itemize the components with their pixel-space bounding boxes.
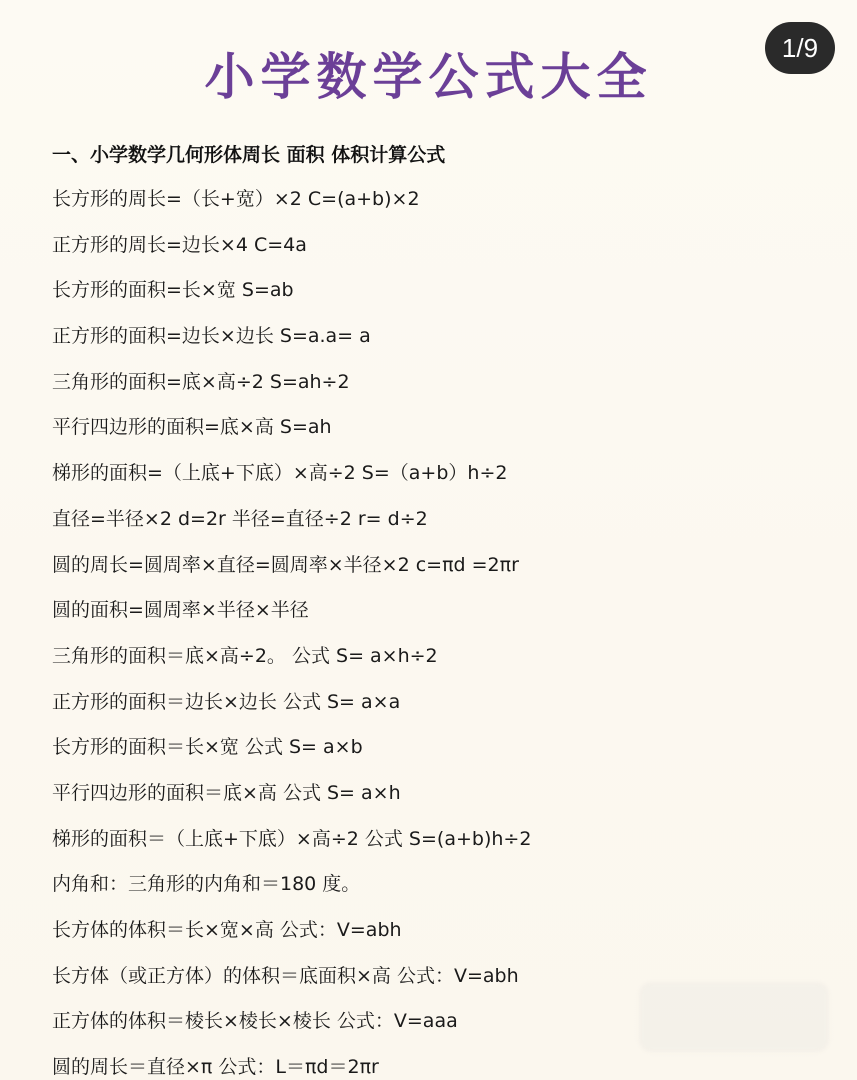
formula-line: 正方形的周长=边长×4 C=4a — [52, 233, 307, 256]
formula-line: 正方形的面积＝边长×边长 公式 S= a×a — [52, 690, 401, 713]
formula-line: 平行四边形的面积=底×高 S=ah — [52, 416, 332, 439]
formula-line: 圆的周长=圆周率×直径=圆周率×半径×2 c=πd =2πr — [52, 553, 519, 576]
formula-list — [52, 184, 832, 1080]
formula-line: 长方体（或正方体）的体积＝底面积×高 公式：V=abh — [52, 964, 519, 987]
formula-line: 长方体的体积＝长×宽×高 公式：V=abh — [52, 919, 402, 941]
formula-line: 内角和：三角形的内角和＝180 度。 — [52, 873, 361, 896]
watermark — [639, 982, 829, 1052]
formula-line: 长方形的面积=长×宽 S=ab — [52, 279, 294, 302]
formula-line: 梯形的面积＝（上底+下底）×高÷2 公式 S=(a+b)h÷2 — [52, 827, 532, 850]
formula-line: 梯形的面积=（上底+下底）×高÷2 S=（a+b）h÷2 — [52, 462, 508, 485]
formula-line: 直径=半径×2 d=2r 半径=直径÷2 r= d÷2 — [52, 507, 428, 530]
formula-line: 圆的周长＝直径×π 公式：L＝πd＝2πr — [52, 1056, 379, 1079]
formula-line: 正方体的体积＝棱长×棱长×棱长 公式：V=aaa — [52, 1010, 458, 1033]
page-title: 小学数学公式大全 — [204, 47, 653, 106]
formula-line: 三角形的面积=底×高÷2 S=ah÷2 — [52, 370, 350, 393]
formula-line: 长方形的面积＝长×宽 公式 S= a×b — [52, 736, 363, 759]
section-heading: 一、小学数学几何形体周长 面积 体积计算公式 — [52, 144, 446, 166]
page-indicator-badge: 1/9 — [765, 22, 835, 74]
formula-line: 平行四边形的面积＝底×高 公式 S= a×h — [52, 781, 401, 804]
formula-line: 圆的面积=圆周率×半径×半径 — [52, 599, 309, 622]
formula-line: 长方形的周长=（长+宽）×2 C=(a+b)×2 — [52, 188, 420, 210]
formula-line: 三角形的面积＝底×高÷2。 公式 S= a×h÷2 — [52, 644, 438, 667]
formula-line: 正方形的面积=边长×边长 S=a.a= a — [52, 325, 371, 348]
